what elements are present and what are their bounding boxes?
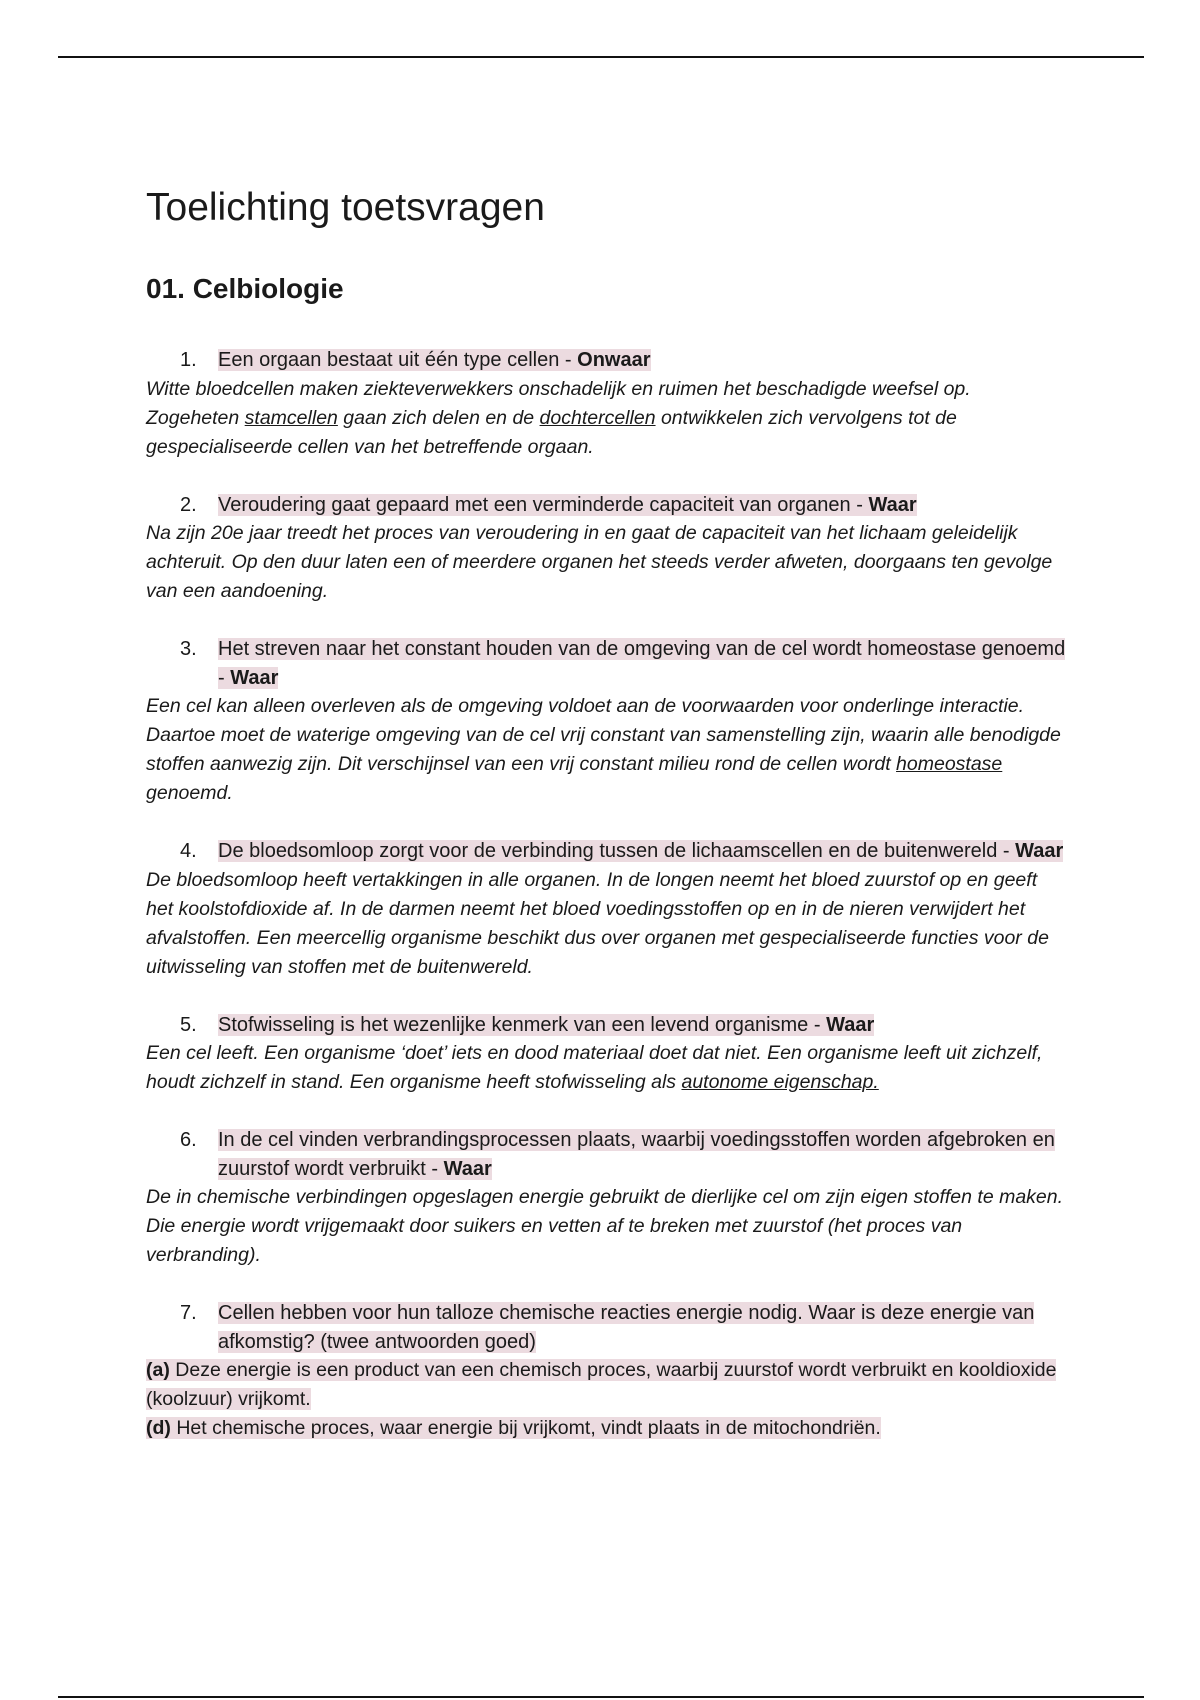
statement-highlight xyxy=(218,1129,1055,1180)
question-number: 6. xyxy=(180,1129,197,1151)
answer-key: (a) xyxy=(146,1359,170,1381)
verdict: Waar xyxy=(1015,840,1064,862)
verdict-separator: - xyxy=(808,1013,827,1036)
verdict: Onwaar xyxy=(577,349,651,371)
explanation xyxy=(146,866,1066,982)
statement-highlight xyxy=(218,840,1063,862)
question-number: 7. xyxy=(180,1302,197,1324)
document-body xyxy=(146,186,1066,1472)
answer-key: (d) xyxy=(146,1417,171,1439)
verdict-separator: - xyxy=(850,493,869,516)
question-statement xyxy=(146,1011,1066,1040)
statement-highlight xyxy=(218,494,917,516)
statement-text: Stofwisseling is het wezenlijke kenmerk van een levend organisme xyxy=(218,1013,809,1036)
statement-text: Een orgaan bestaat uit één type cellen xyxy=(218,349,560,371)
term-underlined: dochtercellen xyxy=(539,406,656,429)
question-3 xyxy=(146,635,1066,808)
verdict: Waar xyxy=(826,1013,875,1036)
question-2 xyxy=(146,491,1066,607)
explanation-text: Een cel leeft. Een organisme ‘doet’ iets en dood materiaal doet dat niet. Een organisme leeft uit zichzelf, houdt zichzelf in stand. Een organisme heeft stofwisseling als xyxy=(146,1042,1043,1093)
answer-highlight xyxy=(146,1359,1056,1410)
question-statement xyxy=(146,635,1066,692)
question-5 xyxy=(146,1011,1066,1098)
explanation-text: Een cel kan alleen overleven als de omgeving voldoet aan de voorwaarden voor onderlinge interactie. Daartoe moet de waterige omgeving van de cel vrij constant van samenstelling zijn, waarin alle benodigde stoffen aanwezig zijn. Dit verschijnsel van een vrij constant milieu rond de cellen wordt xyxy=(146,695,1061,775)
verdict-separator: - xyxy=(559,349,578,371)
term-underlined: autonome eigenschap. xyxy=(681,1071,879,1093)
verdict: Waar xyxy=(443,1157,492,1180)
page-title: Toelichting toetsvragen xyxy=(146,186,545,229)
question-4 xyxy=(146,837,1066,982)
question-number: 3. xyxy=(180,638,197,660)
explanation-text: De bloedsomloop heeft vertakkingen in alle organen. In de longen neemt het bloed zuurstof op en geeft het koolstofdioxide af. In de darmen neemt het bloed voedingsstoffen op en in de nieren verwijdert het afvalstoffen. Een meercellig organisme beschikt dus over organen met gespecialiseerde functies voor de uitwisseling van stoffen met de buitenwereld. xyxy=(146,868,1049,978)
explanation xyxy=(146,1039,1066,1097)
statement-text: Cellen hebben voor hun talloze chemische reacties energie nodig. Waar is deze energie van afkomstig? (twee antwoorden goed) xyxy=(218,1302,1035,1353)
answer-highlight xyxy=(146,1417,881,1439)
statement-text: Het streven naar het constant houden van de omgeving van de cel wordt homeostase genoemd xyxy=(218,638,1066,660)
question-6 xyxy=(146,1126,1066,1270)
question-number: 4. xyxy=(180,840,197,862)
question-1 xyxy=(146,346,1066,462)
statement-text: De bloedsomloop zorgt voor de verbinding tussen de lichaamscellen en de buitenwereld xyxy=(218,840,998,862)
question-list xyxy=(146,346,1066,1443)
question-statement xyxy=(146,837,1066,866)
verdict: Waar xyxy=(868,493,917,516)
statement-highlight xyxy=(218,1014,874,1036)
top-rule xyxy=(58,56,1144,58)
explanation-text: gaan zich delen en de xyxy=(337,406,540,429)
question-7 xyxy=(146,1299,1066,1443)
question-number: 5. xyxy=(180,1013,197,1036)
statement-text: Veroudering gaat gepaard met een verminderde capaciteit van organen xyxy=(218,493,851,516)
question-statement xyxy=(146,1299,1066,1356)
explanation xyxy=(146,375,1066,462)
statement-highlight xyxy=(218,1302,1034,1353)
verdict-separator: - xyxy=(425,1157,444,1180)
answer-d xyxy=(146,1414,1066,1443)
question-statement xyxy=(146,346,1066,375)
question-number: 1. xyxy=(180,349,197,371)
verdict-separator: - xyxy=(218,666,231,689)
question-statement xyxy=(146,491,1066,520)
statement-highlight xyxy=(218,638,1065,689)
answer-text: Het chemische proces, waar energie bij vrijkomt, vindt plaats in de mitochondriën. xyxy=(170,1417,881,1439)
explanation xyxy=(146,519,1066,606)
term-underlined: stamcellen xyxy=(244,406,338,429)
answer-text: Deze energie is een product van een chemisch proces, waarbij zuurstof wordt verbruikt en kooldioxide (koolzuur) vrijkomt. xyxy=(146,1359,1057,1410)
explanation-text: Na zijn 20e jaar treedt het proces van veroudering in en gaat de capaciteit van het lichaam geleidelijk achteruit. Op den duur laten een of meerdere organen het steeds verder afweten, doorgaans ten gevolge van een aandoening. xyxy=(146,522,1053,602)
verdict: Waar xyxy=(230,666,279,689)
bottom-rule xyxy=(58,1696,1144,1698)
explanation xyxy=(146,692,1066,808)
section-title: 01. Celbiologie xyxy=(146,273,344,304)
term-underlined: homeostase xyxy=(896,753,1003,775)
explanation-text: De in chemische verbindingen opgeslagen energie gebruikt de dierlijke cel om zijn eigen stoffen te maken. Die energie wordt vrijgemaakt door suikers en vetten af te breken met zuurstof (het proces van verbranding). xyxy=(146,1186,1064,1266)
explanation-text: Witte bloedcellen maken ziekteverwekkers onschadelijk en ruimen het beschadigde weefsel op. Zogeheten xyxy=(146,377,971,429)
explanation-text: genoemd. xyxy=(146,782,233,804)
question-number: 2. xyxy=(180,493,197,516)
question-statement xyxy=(146,1126,1066,1183)
answer-a xyxy=(146,1356,1066,1414)
statement-text: In de cel vinden verbrandingsprocessen plaats, waarbij voedingsstoffen worden afgebroken en zuurstof wordt verbruikt xyxy=(218,1129,1055,1180)
explanation xyxy=(146,1183,1066,1270)
explanation-text: ontwikkelen zich vervolgens tot de gespecialiseerde cellen van het betreffende orgaan. xyxy=(146,406,957,458)
verdict-separator: - xyxy=(997,840,1016,862)
statement-highlight xyxy=(218,349,651,371)
